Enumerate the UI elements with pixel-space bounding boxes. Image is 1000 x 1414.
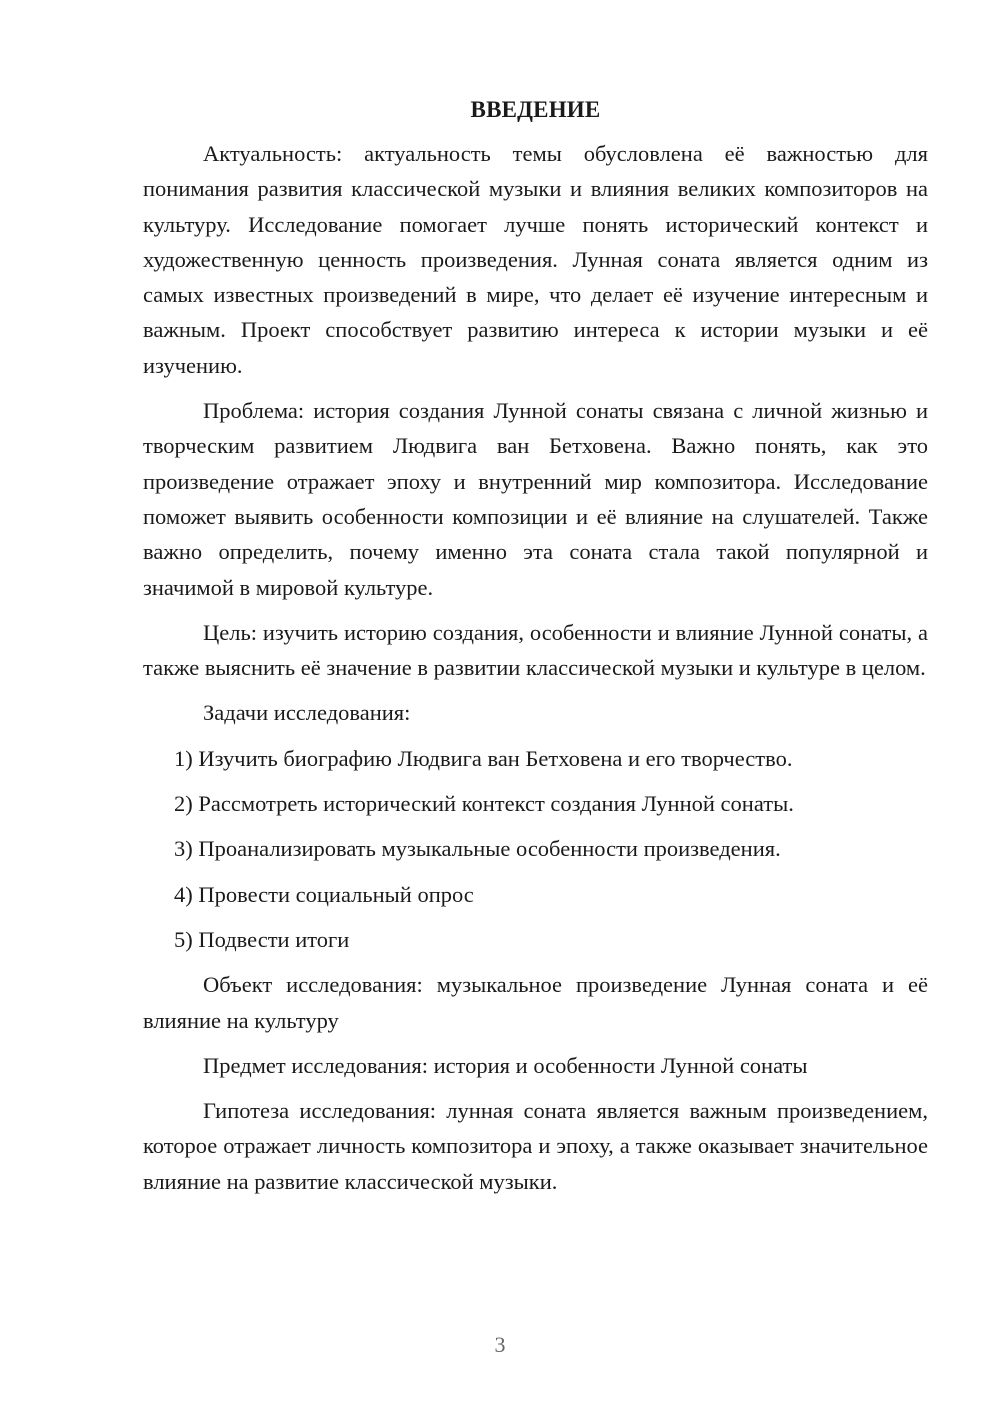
- task-item: 4) Провести социальный опрос: [174, 881, 474, 907]
- tasks-list: [143, 741, 928, 957]
- task-item: 5) Подвести итоги: [174, 926, 350, 952]
- page-number: 3: [494, 1332, 506, 1357]
- tasks-heading: Задачи исследования:: [203, 700, 411, 726]
- document-page: [143, 95, 928, 1209]
- task-item: 3) Проанализировать музыкальные особенности произведения.: [174, 836, 781, 862]
- section-heading: ВВЕДЕНИЕ: [470, 97, 601, 122]
- task-item: 1) Изучить биографию Людвига ван Бетховена и его творчество.: [174, 745, 793, 771]
- relevance-paragraph: Актуальность: актуальность темы обусловлена её важностью для понимания развития классической музыки и влияния великих композиторов на культуру. Исследование помогает лучше понять исторический контекст и художественную ценность произведения. Лунная соната является одним из самых известных произведений в мире, что делает её изучение интересным и важным. Проект способствует развитию интереса к истории музыки и её изучению.: [143, 141, 928, 378]
- problem-paragraph: Проблема: история создания Лунной сонаты связана с личной жизнью и творческим развитием Людвига ван Бетховена. Важно понять, как это произведение отражает эпоху и внутренний мир композитора. Исследование поможет выявить особенности композиции и её влияние на слушателей. Также важно определить, почему именно эта соната стала такой популярной и значимой в мировой культуре.: [143, 398, 928, 600]
- object-paragraph: Объект исследования: музыкальное произведение Лунная соната и её влияние на культуру: [143, 972, 928, 1033]
- subject-paragraph: Предмет исследования: история и особенности Лунной сонаты: [203, 1052, 808, 1078]
- goal-paragraph: Цель: изучить историю создания, особенности и влияние Лунной сонаты, а также выяснить её значение в развитии классической музыки и культуре в целом.: [143, 619, 928, 681]
- hypothesis-paragraph: Гипотеза исследования: лунная соната является важным произведением, которое отражает личность композитора и эпоху, а также оказывает значительное влияние на развитие классической музыки.: [143, 1098, 928, 1194]
- task-item: 2) Рассмотреть исторический контекст создания Лунной сонаты.: [174, 791, 794, 817]
